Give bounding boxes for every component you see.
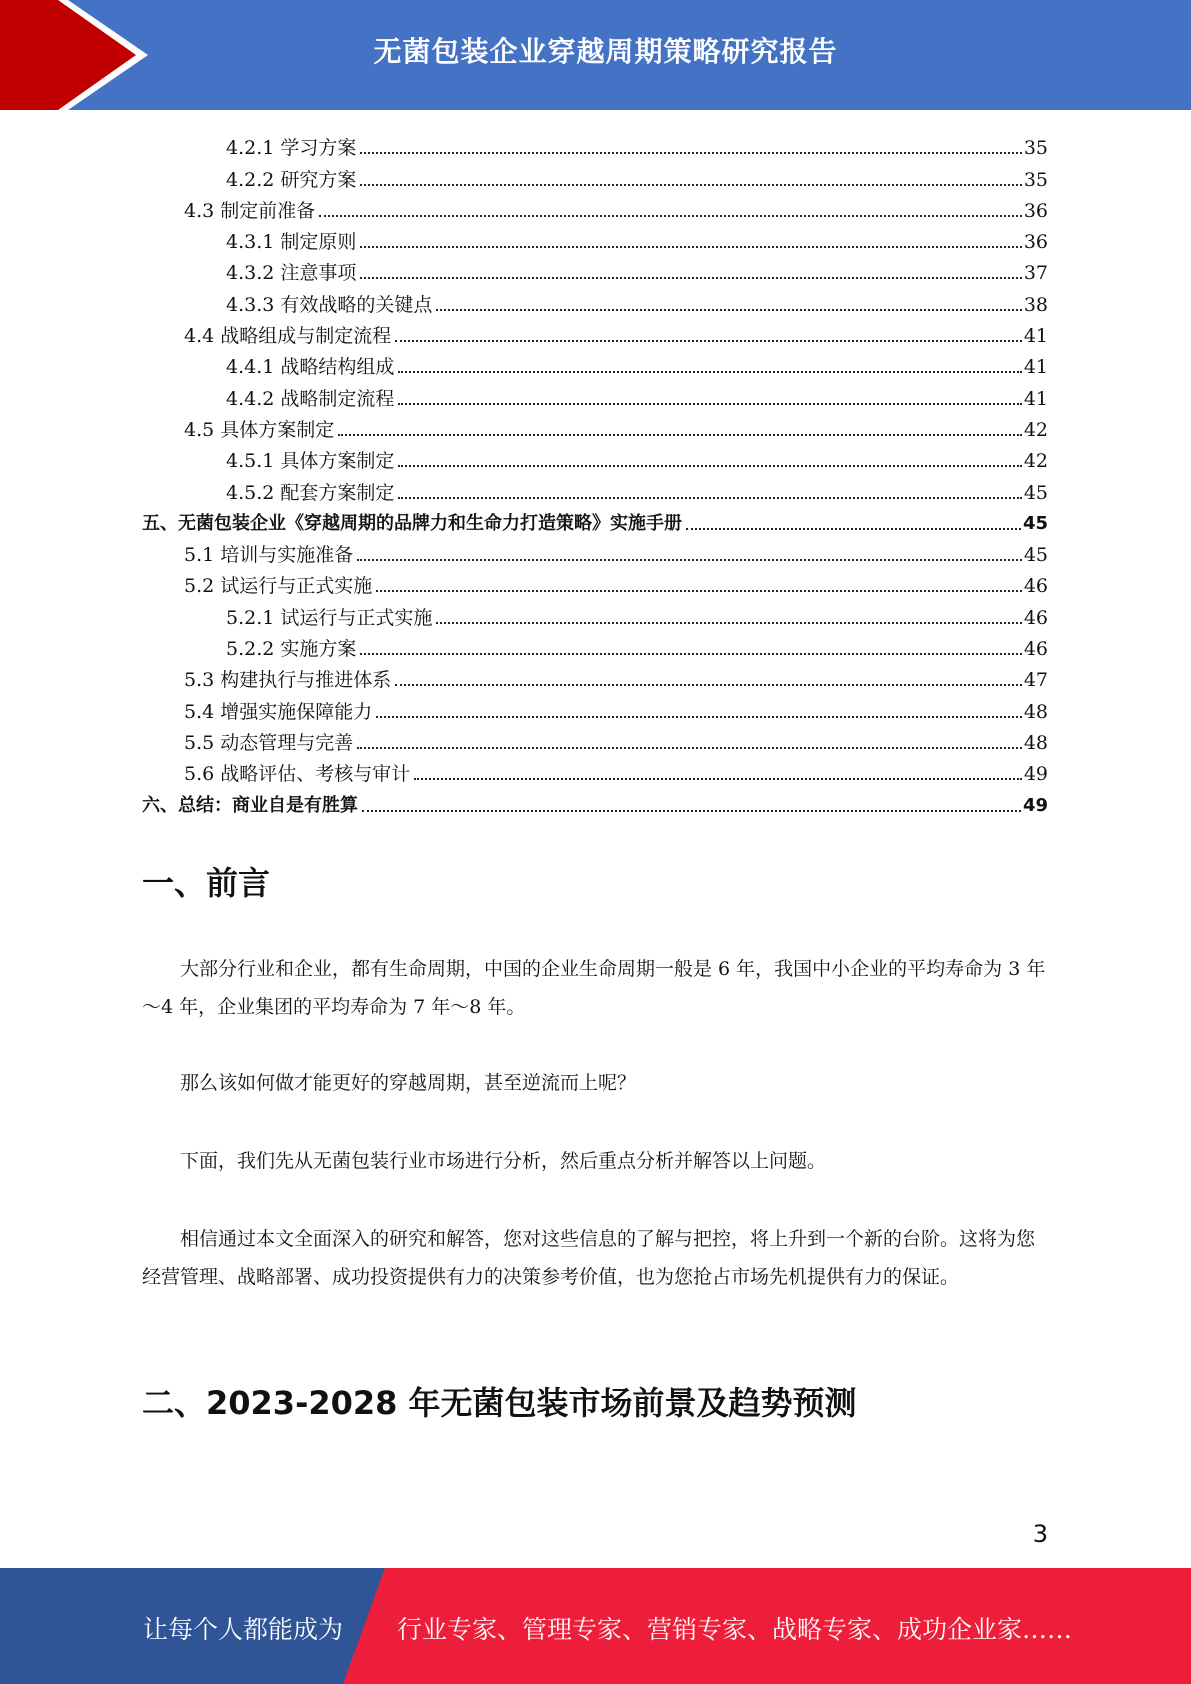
toc-leader-dots	[436, 309, 1021, 311]
toc-entry[interactable]	[142, 316, 1048, 347]
toc-entry-title: 六、总结：商业自是有胜算	[142, 794, 358, 816]
toc-entry-title: 5.2.1 试运行与正式实施	[226, 606, 433, 629]
toc-leader-dots	[360, 653, 1021, 655]
toc-leader-dots	[398, 403, 1021, 405]
toc-entry[interactable]	[142, 629, 1048, 660]
toc-entry-page: 45	[1022, 512, 1048, 534]
toc-leader-dots	[436, 622, 1021, 624]
toc-entry-title: 5.2 试运行与正式实施	[184, 575, 373, 598]
toc-entry-title: 4.3 制定前准备	[184, 199, 316, 222]
toc-entry-page: 49	[1022, 794, 1048, 816]
toc-entry-title: 4.3.3 有效战略的关键点	[226, 293, 433, 316]
section-heading-market: 二、2023-2028 年无菌包装市场前景及趋势预测	[142, 1384, 857, 1422]
toc-leader-dots	[395, 684, 1022, 686]
toc-entry-page: 49	[1023, 763, 1048, 786]
toc-entry[interactable]	[142, 347, 1048, 378]
toc-leader-dots	[360, 277, 1021, 279]
toc-entry[interactable]	[142, 441, 1048, 472]
toc-entry[interactable]	[142, 660, 1048, 691]
toc-entry[interactable]	[142, 597, 1048, 628]
toc-entry[interactable]	[142, 785, 1048, 816]
toc-entry[interactable]	[142, 535, 1048, 566]
toc-leader-dots	[376, 716, 1022, 718]
toc-entry-page: 46	[1023, 575, 1048, 598]
toc-entry[interactable]	[142, 222, 1048, 253]
toc-leader-dots	[376, 590, 1022, 592]
toc-entry-title: 4.4.1 战略结构组成	[226, 356, 395, 379]
toc-entry[interactable]	[142, 378, 1048, 409]
toc-leader-dots	[357, 747, 1022, 749]
footer-slogan-left: 让每个人都能成为	[143, 1615, 344, 1644]
toc-entry-page: 45	[1023, 544, 1048, 567]
toc-entry-page: 48	[1023, 731, 1048, 754]
toc-entry-title: 5.2.2 实施方案	[226, 638, 357, 661]
toc-leader-dots	[360, 246, 1021, 248]
toc-leader-dots	[398, 497, 1021, 499]
toc-entry[interactable]	[142, 191, 1048, 222]
report-title: 无菌包装企业穿越周期策略研究报告	[373, 35, 838, 68]
toc-entry-title: 5.3 构建执行与推进体系	[184, 669, 392, 692]
toc-entry-page: 42	[1023, 450, 1048, 473]
toc-leader-dots	[395, 340, 1022, 342]
table-of-contents	[142, 128, 1048, 817]
toc-leader-dots	[360, 184, 1021, 186]
toc-entry-page: 46	[1023, 606, 1048, 629]
toc-entry-title: 4.4.2 战略制定流程	[226, 387, 395, 410]
toc-entry[interactable]	[142, 253, 1048, 284]
toc-entry-title: 4.4 战略组成与制定流程	[184, 325, 392, 348]
toc-entry-page: 35	[1023, 168, 1048, 191]
toc-entry-page: 38	[1023, 293, 1048, 316]
page-header	[0, 0, 1191, 110]
toc-entry-title: 4.3.1 制定原则	[226, 231, 357, 254]
toc-entry-title: 4.2.2 研究方案	[226, 168, 357, 191]
toc-entry-page: 45	[1023, 481, 1048, 504]
toc-entry[interactable]	[142, 128, 1048, 159]
toc-entry-page: 37	[1023, 262, 1048, 285]
toc-entry-title: 4.5.2 配套方案制定	[226, 481, 395, 504]
section-heading-intro: 一、前言	[142, 864, 271, 902]
toc-leader-dots	[357, 559, 1022, 561]
toc-entry-title: 五、无菌包装企业《穿越周期的品牌力和生命力打造策略》实施手册	[142, 512, 682, 534]
toc-entry-title: 4.5.1 具体方案制定	[226, 450, 395, 473]
toc-entry[interactable]	[142, 472, 1048, 503]
toc-entry-title: 5.6 战略评估、考核与审计	[184, 763, 411, 786]
intro-paragraph-3: 下面，我们先从无菌包装行业市场进行分析，然后重点分析并解答以上问题。	[180, 1150, 827, 1172]
toc-entry[interactable]	[142, 159, 1048, 190]
toc-entry-page: 36	[1023, 231, 1048, 254]
intro-paragraph-4: 相信通过本文全面深入的研究和解答，您对这些信息的了解与把控，将上升到一个新的台阶。这将为您经营管理、战略部署、成功投资提供有力的决策参考价值，也为您抢占市场先机提供有力的保证。	[142, 1228, 1036, 1288]
toc-entry-page: 48	[1023, 700, 1048, 723]
toc-entry-page: 46	[1023, 638, 1048, 661]
toc-leader-dots	[414, 778, 1022, 780]
toc-entry[interactable]	[142, 284, 1048, 315]
page-number: 3	[1032, 1520, 1048, 1548]
toc-entry-title: 5.1 培训与实施准备	[184, 544, 354, 567]
toc-entry-page: 41	[1023, 325, 1048, 348]
toc-entry-title: 4.5 具体方案制定	[184, 418, 335, 441]
toc-leader-dots	[338, 434, 1022, 436]
footer-slogan-right: 行业专家、管理专家、营销专家、战略专家、成功企业家……	[397, 1615, 1073, 1644]
toc-entry-page: 41	[1023, 356, 1048, 379]
toc-entry-page: 42	[1023, 418, 1048, 441]
toc-entry-page: 36	[1023, 199, 1048, 222]
toc-leader-dots	[398, 465, 1021, 467]
toc-entry-title: 5.5 动态管理与完善	[184, 731, 354, 754]
toc-entry[interactable]	[142, 723, 1048, 754]
toc-leader-dots	[319, 215, 1022, 217]
toc-entry[interactable]	[142, 754, 1048, 785]
toc-leader-dots	[360, 152, 1021, 154]
toc-leader-dots	[362, 810, 1021, 812]
toc-entry[interactable]	[142, 566, 1048, 597]
page-footer	[0, 1568, 1191, 1684]
toc-entry-page: 47	[1023, 669, 1048, 692]
intro-paragraph-2: 那么该如何做才能更好的穿越周期，甚至逆流而上呢？	[180, 1072, 637, 1094]
toc-entry[interactable]	[142, 504, 1048, 535]
toc-entry[interactable]	[142, 410, 1048, 441]
toc-entry-title: 5.4 增强实施保障能力	[184, 700, 373, 723]
toc-entry-title: 4.2.1 学习方案	[226, 137, 357, 160]
toc-entry-page: 41	[1023, 387, 1048, 410]
toc-entry-page: 35	[1023, 137, 1048, 160]
toc-entry-title: 4.3.2 注意事项	[226, 262, 357, 285]
toc-entry[interactable]	[142, 691, 1048, 722]
toc-leader-dots	[398, 371, 1021, 373]
toc-leader-dots	[686, 528, 1021, 530]
intro-paragraph-1: 大部分行业和企业，都有生命周期，中国的企业生命周期一般是 6 年，我国中小企业的平均寿命为 3 年～4 年，企业集团的平均寿命为 7 年～8 年。	[142, 958, 1046, 1018]
